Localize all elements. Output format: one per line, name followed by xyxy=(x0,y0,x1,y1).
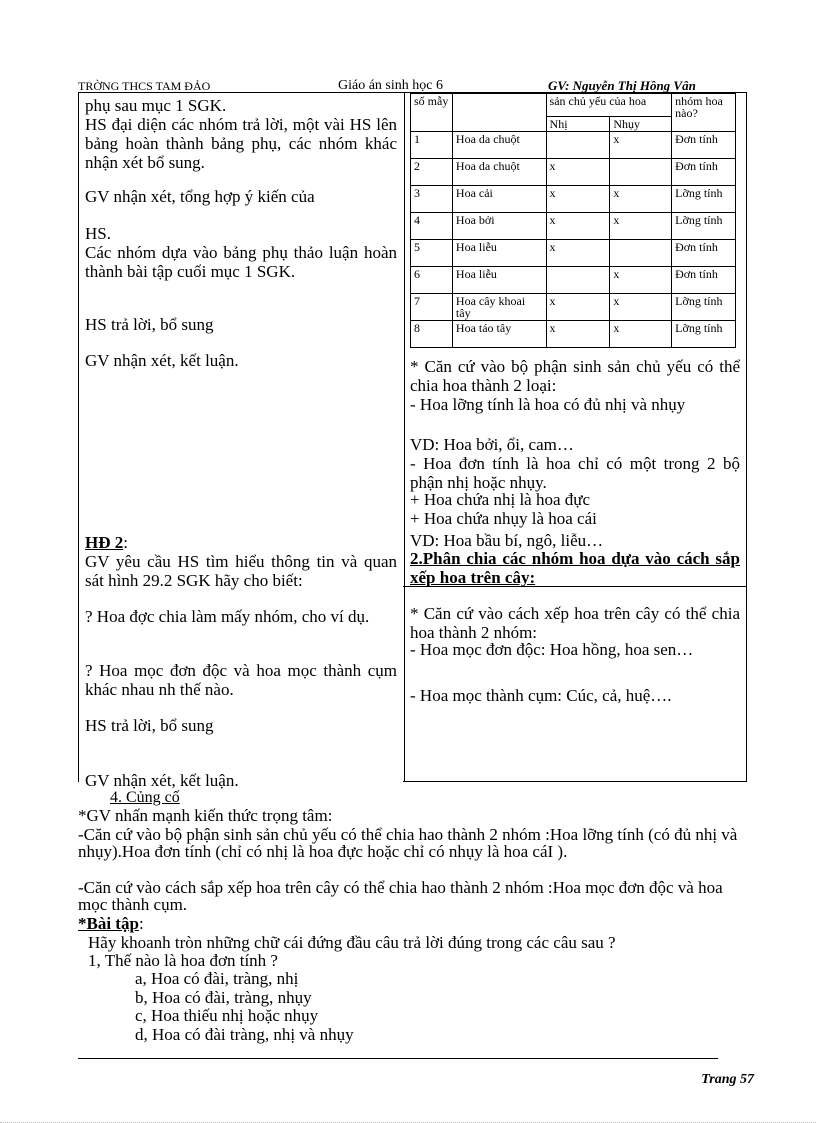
left-text-9: GV yêu cầu HS tìm hiểu thông tin và quan sát hình 29.2 SGK hãy cho biết: xyxy=(85,552,397,590)
cell-nhi: x xyxy=(546,213,610,240)
cell-no: 1 xyxy=(411,132,453,159)
option-b: b, Hoa có đài, tràng, nhụy xyxy=(135,988,312,1007)
cell-group: Đơn tính xyxy=(672,159,736,186)
option-a: a, Hoa có đài, tràng, nhị xyxy=(135,969,299,988)
footer-rule xyxy=(78,1058,718,1059)
cell-name: Hoa cải xyxy=(452,186,546,213)
left-text-12: HS trả lời, bổ sung xyxy=(85,716,214,735)
teacher-name: GV: Nguyễn Thị Hồng Vân xyxy=(548,78,696,93)
table-row xyxy=(411,186,736,213)
right-text-2: - Hoa lỡng tính là hoa có đủ nhị và nhụy xyxy=(410,395,686,414)
left-text-5: Các nhóm dựa vào bảng phụ thảo luận hoàn thành bài tập cuối mục 1 SGK. xyxy=(85,243,397,281)
table-row xyxy=(411,294,736,321)
table-row xyxy=(411,321,736,348)
header-stamen: Nhị xyxy=(546,117,610,132)
option-d: d, Hoa có đài tràng, nhị và nhụy xyxy=(135,1025,354,1044)
left-text-7: GV nhận xét, kết luận. xyxy=(85,351,239,370)
cell-nhi xyxy=(546,132,610,159)
table-row xyxy=(411,159,736,186)
cell-nhuy xyxy=(610,240,672,267)
section-2-title: 2.Phân chia các nhóm hoa dựa vào cách sắp xếp hoa trên cây: xyxy=(410,549,740,587)
cell-group: Lỡng tính xyxy=(672,213,736,240)
right-text-10: - Hoa mọc đơn độc: Hoa hồng, hoa sen… xyxy=(410,640,694,659)
section-2-heading xyxy=(410,549,740,587)
exercise-instruction: Hãy khoanh tròn những chữ cái đứng đầu câu trả lời đúng trong các câu sau ? xyxy=(88,933,616,952)
table-row xyxy=(411,132,736,159)
right-text-7: VD: Hoa bầu bí, ngô, liễu… xyxy=(410,531,604,550)
cell-name: Hoa cây khoai tây xyxy=(452,294,546,321)
cell-nhi: x xyxy=(546,240,610,267)
cell-nhi: x xyxy=(546,294,610,321)
cell-nhi: x xyxy=(546,159,610,186)
left-text-1: phụ sau mục 1 SGK. xyxy=(85,96,227,115)
header-pistil: Nhụy xyxy=(610,117,672,132)
cell-name: Hoa táo tây xyxy=(452,321,546,348)
exercise-heading: *Bài tập: xyxy=(78,914,144,933)
hd2-label: HĐ 2 xyxy=(85,533,124,552)
cell-group: Lỡng tính xyxy=(672,321,736,348)
bottom-text-2: -Căn cứ vào bộ phận sinh sản chủ yếu có thể chia hao thành 2 nhóm :Hoa lỡng tính (có đủ nhị và nhụy).Hoa đơn tính (chỉ có nhị là hoa đực hoặc chỉ có nhụy là hoa cáI ). xyxy=(78,825,738,861)
cell-nhi: x xyxy=(546,186,610,213)
right-text-11: - Hoa mọc thành cụm: Cúc, cả, huệ…. xyxy=(410,686,672,705)
cell-group: Lỡng tính xyxy=(672,186,736,213)
cell-nhuy xyxy=(610,159,672,186)
cell-nhuy: x xyxy=(610,321,672,348)
cell-group: Đơn tính xyxy=(672,132,736,159)
right-divider xyxy=(403,586,746,587)
cell-no: 2 xyxy=(411,159,453,186)
cell-group: Đơn tính xyxy=(672,240,736,267)
right-text-5: + Hoa chứa nhị là hoa đực xyxy=(410,490,591,509)
cell-group: Lỡng tính xyxy=(672,294,736,321)
cell-name: Hoa liễu xyxy=(452,267,546,294)
cell-no: 8 xyxy=(411,321,453,348)
cell-name: Hoa bởi xyxy=(452,213,546,240)
exercise-label: *Bài tập xyxy=(78,914,139,933)
cell-nhuy: x xyxy=(610,132,672,159)
right-text-1: * Căn cứ vào bộ phận sinh sản chủ yếu có thể chia hoa thành 2 loại: xyxy=(410,357,740,395)
left-text-4: HS. xyxy=(85,224,111,243)
left-question-2: ? Hoa mọc đơn độc và hoa mọc thành cụm khác nhau nh thế nào. xyxy=(85,661,397,699)
bottom-text-3: -Căn cứ vào cách sắp xếp hoa trên cây có thể chia hao thành 2 nhóm :Hoa mọc đơn độc và hoa mọc thành cụm. xyxy=(78,878,723,914)
cell-no: 5 xyxy=(411,240,453,267)
right-text-6: + Hoa chứa nhụy là hoa cái xyxy=(410,509,597,528)
right-text-4: - Hoa đơn tính là hoa chỉ có một trong 2 bộ phận nhị hoặc nhụy. xyxy=(410,454,740,492)
option-c: c, Hoa thiếu nhị hoặc nhụy xyxy=(135,1006,319,1025)
cell-nhuy: x xyxy=(610,186,672,213)
cell-no: 3 xyxy=(411,186,453,213)
left-text-2: HS đại diện các nhóm trả lời, một vài HS lên bảng hoàn thành bảng phụ, các nhóm khác nhận xét bổ sung. xyxy=(85,115,397,172)
cell-name: Hoa liễu xyxy=(452,240,546,267)
exercise-question: 1, Thế nào là hoa đơn tính ? xyxy=(88,951,278,970)
header-name xyxy=(452,94,546,132)
cell-nhi xyxy=(546,267,610,294)
header-group: nhóm hoa nào? xyxy=(672,94,736,132)
cell-no: 7 xyxy=(411,294,453,321)
cell-nhuy: x xyxy=(610,213,672,240)
page-number: Trang 57 xyxy=(701,1072,754,1087)
right-column-bottom xyxy=(403,781,746,782)
left-text-3: GV nhận xét, tổng hợp ý kiến của xyxy=(85,187,315,206)
cell-group: Đơn tính xyxy=(672,267,736,294)
subject-title: Giáo án sinh học 6 xyxy=(338,78,443,93)
flower-table xyxy=(410,93,736,348)
table-row xyxy=(411,213,736,240)
cell-no: 6 xyxy=(411,267,453,294)
table-header-row xyxy=(411,94,736,117)
cell-no: 4 xyxy=(411,213,453,240)
header-no: số mẫy xyxy=(411,94,453,132)
cell-name: Hoa da chuột xyxy=(452,132,546,159)
bottom-text-1: *GV nhấn mạnh kiến thức trọng tâm: xyxy=(78,806,333,825)
table-row xyxy=(411,267,736,294)
cell-nhuy: x xyxy=(610,267,672,294)
header-organ: sản chủ yếu của hoa xyxy=(546,94,672,117)
cell-nhuy: x xyxy=(610,294,672,321)
left-question-1: ? Hoa đợc chia làm mấy nhóm, cho ví dụ. xyxy=(85,607,370,626)
school-name: TRỜNG THCS TAM ĐẢO xyxy=(78,79,211,93)
table-row xyxy=(411,240,736,267)
cell-name: Hoa da chuột xyxy=(452,159,546,186)
left-text-6: HS trả lời, bổ sung xyxy=(85,315,214,334)
hd2-heading: HĐ 2: xyxy=(85,533,128,552)
right-text-9: * Căn cứ vào cách xếp hoa trên cây có thể chia hoa thành 2 nhóm: xyxy=(410,604,740,642)
section-4-title: 4. Củng cố xyxy=(110,789,180,806)
cell-nhi: x xyxy=(546,321,610,348)
right-text-3: VD: Hoa bởi, ổi, cam… xyxy=(410,435,574,454)
left-text-13: GV nhận xét, kết luận. xyxy=(85,771,239,790)
section-4-heading xyxy=(110,789,780,806)
